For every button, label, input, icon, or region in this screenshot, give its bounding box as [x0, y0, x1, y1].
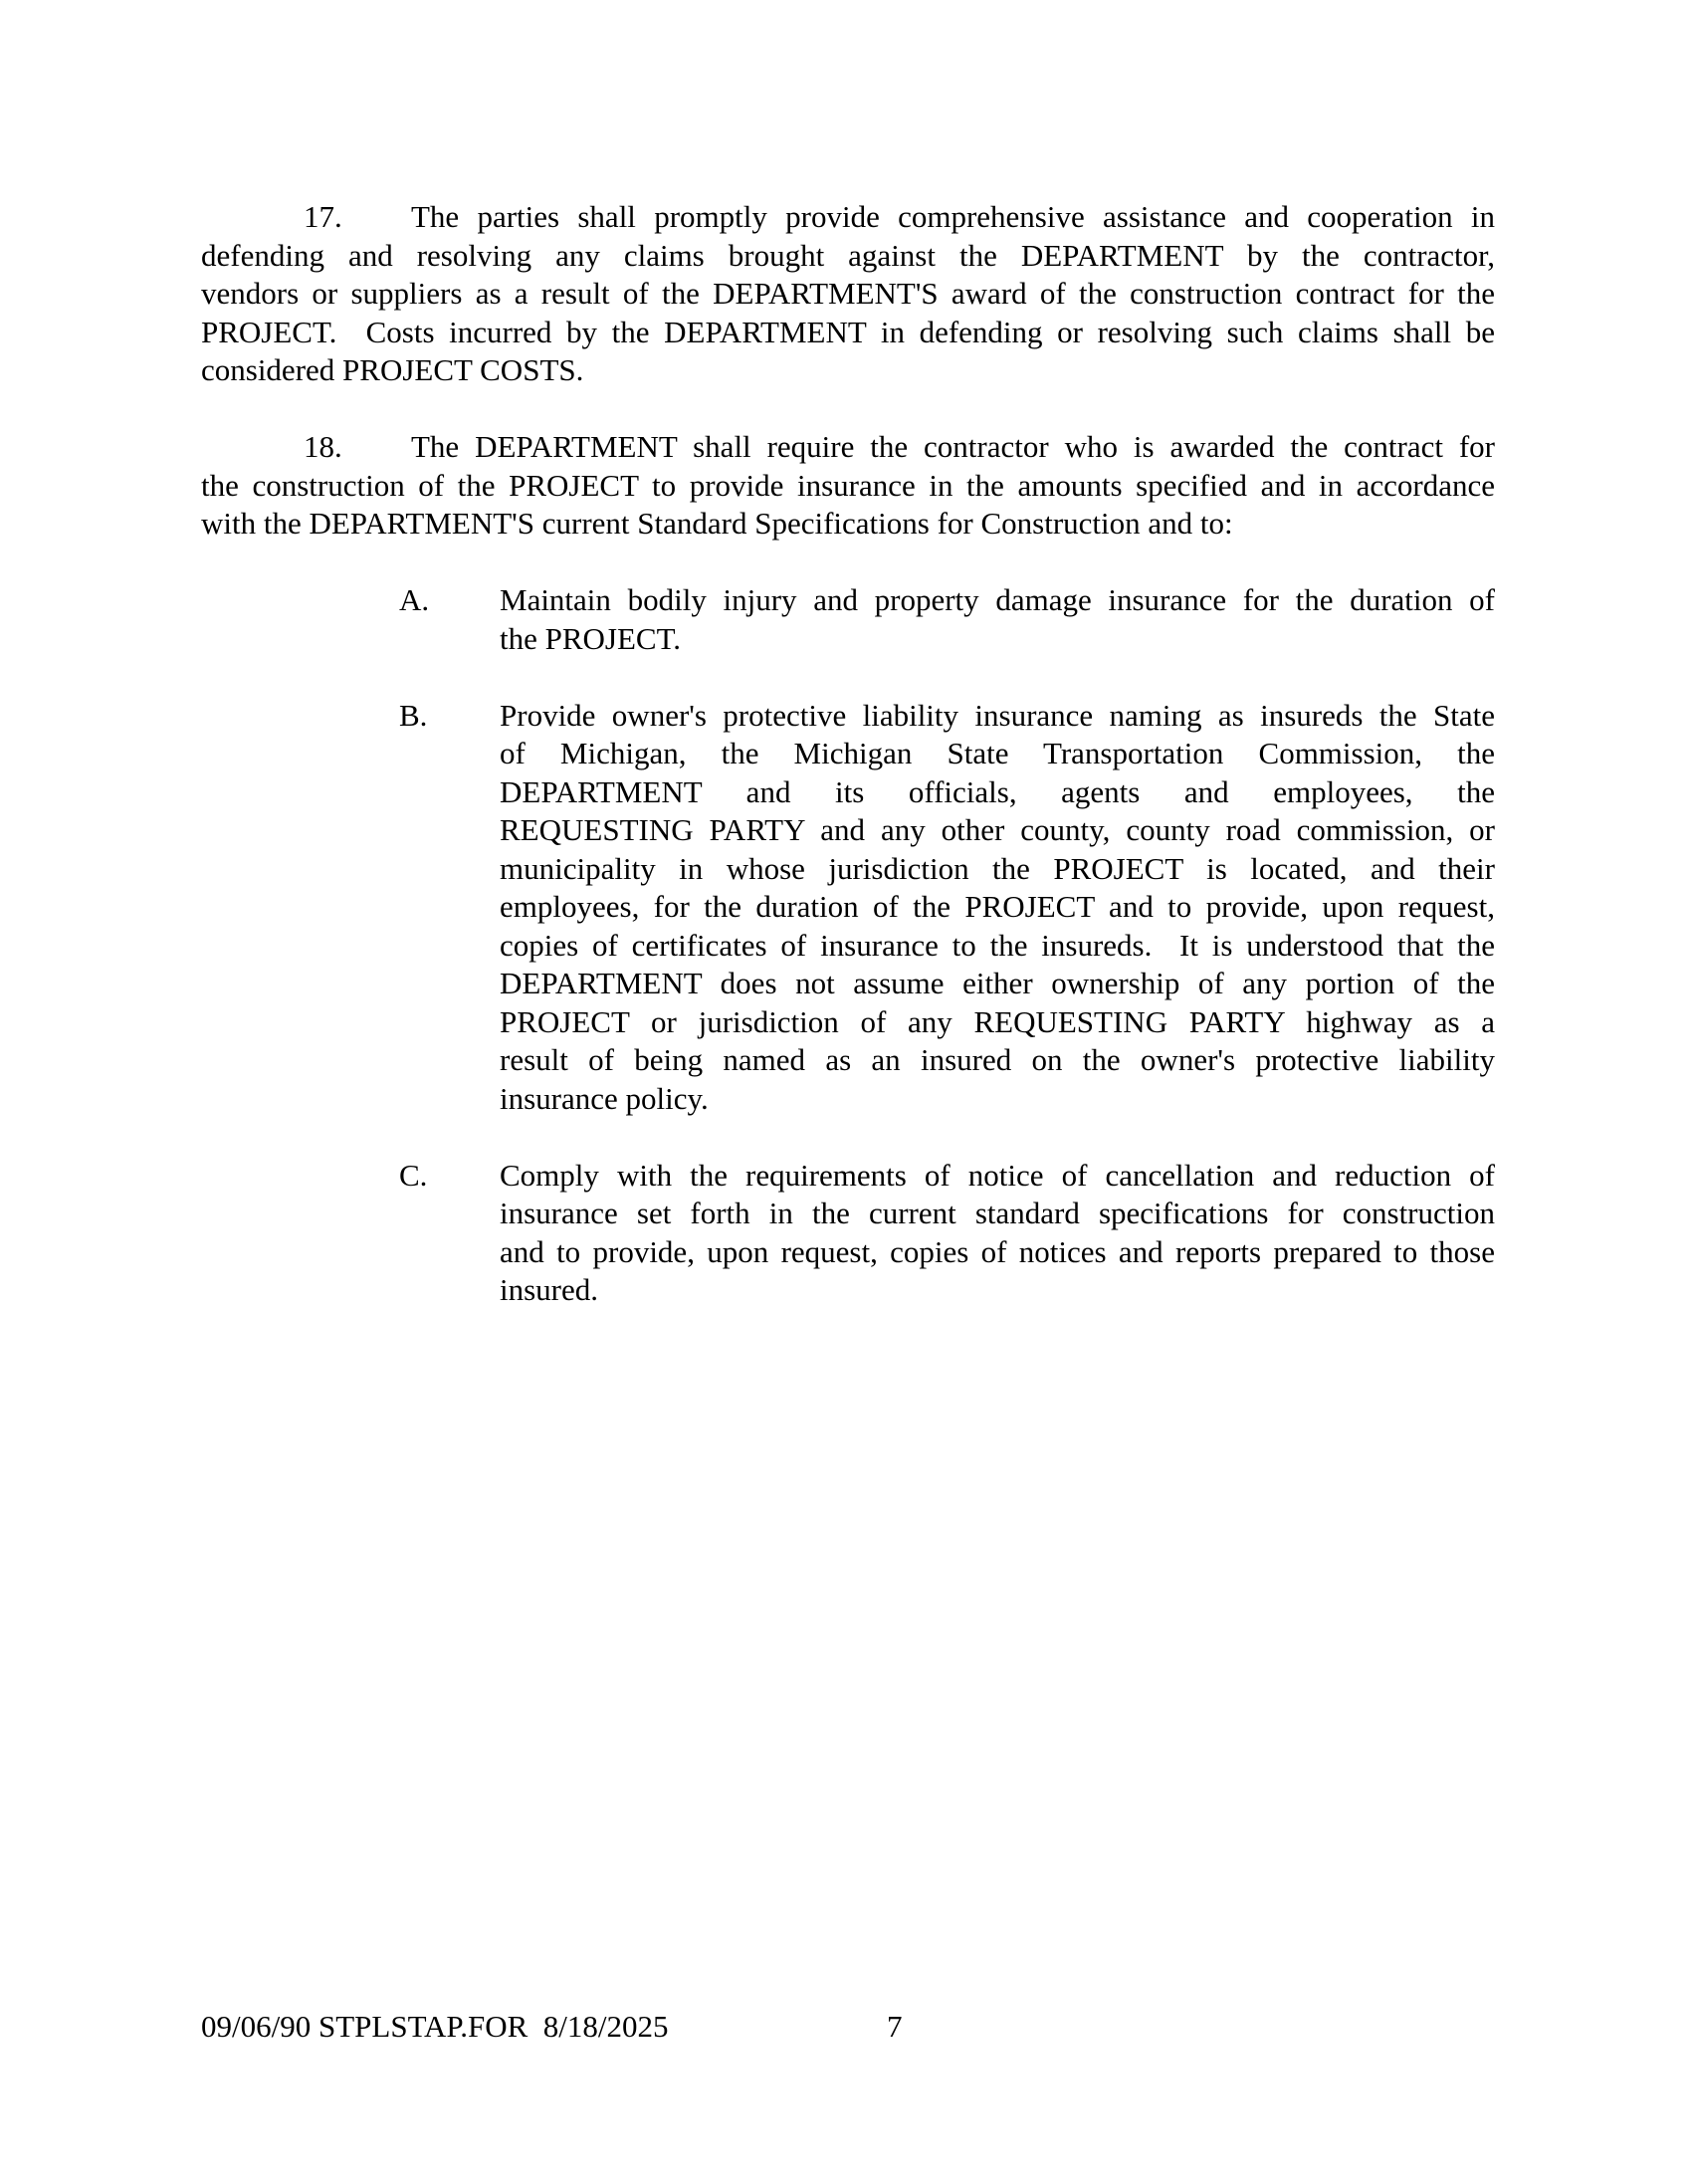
- text-line: and to provide, upon request, copies of notices and reports prepared to those: [500, 1233, 1495, 1269]
- list-item-letter: B.: [399, 697, 428, 733]
- list-item-c: [201, 1157, 1495, 1310]
- text-line: with the DEPARTMENT'S current Standard Specifications for Construction and to:: [201, 506, 1233, 541]
- text-line: of Michigan, the Michigan State Transportation Commission, the: [500, 736, 1495, 770]
- text-line: municipality in whose jurisdiction the PROJECT is located, and their: [500, 850, 1495, 886]
- text-line: result of being named as an insured on the owner's protective liability: [500, 1042, 1495, 1077]
- text-line: the PROJECT.: [500, 620, 681, 656]
- footer-file-info: 09/06/90 STPLSTAP.FOR 8/18/2025: [201, 2009, 669, 2044]
- list-item-b: [201, 697, 1495, 1119]
- list-item-letter: A.: [399, 582, 430, 617]
- text-line: vendors or suppliers as a result of the DEPARTMENT'S award of the construction contract for the: [201, 276, 1495, 311]
- text-line: [201, 198, 1495, 237]
- list-item-body: [500, 697, 1495, 1119]
- paragraph-17: [201, 198, 1495, 390]
- list-item-letter: C.: [399, 1157, 428, 1193]
- text-line: insurance policy.: [500, 1080, 709, 1116]
- text-line: PROJECT. Costs incurred by the DEPARTMENT in defending or resolving such claims shall be: [201, 314, 1495, 349]
- page-footer: [201, 2008, 1495, 2047]
- text-line: considered PROJECT COSTS.: [201, 352, 584, 387]
- paragraph-number: 18.: [304, 429, 342, 464]
- text-line: employees, for the duration of the PROJECT and to provide, upon request,: [500, 889, 1495, 924]
- paragraph-18: [201, 428, 1495, 544]
- list-item-a: [201, 581, 1495, 658]
- list-item-body: [500, 581, 1495, 658]
- text-line-content: The parties shall promptly provide comprehensive assistance and cooperation in: [411, 199, 1495, 234]
- text-line: Maintain bodily injury and property damage insurance for the duration of: [500, 582, 1495, 617]
- list-item-body: [500, 1157, 1495, 1310]
- text-line: PROJECT or jurisdiction of any REQUESTING PARTY highway as a: [500, 1003, 1495, 1039]
- text-line: copies of certificates of insurance to the insureds. It is understood that the: [500, 927, 1495, 963]
- text-line: defending and resolving any claims brought against the DEPARTMENT by the contractor,: [201, 237, 1495, 273]
- text-line-content: The DEPARTMENT shall require the contractor who is awarded the contract for: [411, 429, 1495, 464]
- text-line: Provide owner's protective liability insurance naming as insureds the State: [500, 697, 1495, 733]
- text-line: insured.: [500, 1272, 599, 1307]
- text-line: the construction of the PROJECT to provide insurance in the amounts specified and in accordance: [201, 467, 1495, 503]
- text-line: insurance set forth in the current standard specifications for construction: [500, 1196, 1495, 1230]
- text-line: DEPARTMENT and its officials, agents and employees, the: [500, 773, 1495, 809]
- text-line: REQUESTING PARTY and any other county, county road commission, or: [500, 812, 1495, 847]
- document-body: [201, 198, 1495, 1310]
- page-number: 7: [887, 2009, 903, 2044]
- text-line: Comply with the requirements of notice of cancellation and reduction of: [500, 1157, 1495, 1193]
- text-line: [201, 428, 1495, 467]
- text-line: DEPARTMENT does not assume either ownership of any portion of the: [500, 966, 1495, 1000]
- paragraph-number: 17.: [304, 199, 342, 234]
